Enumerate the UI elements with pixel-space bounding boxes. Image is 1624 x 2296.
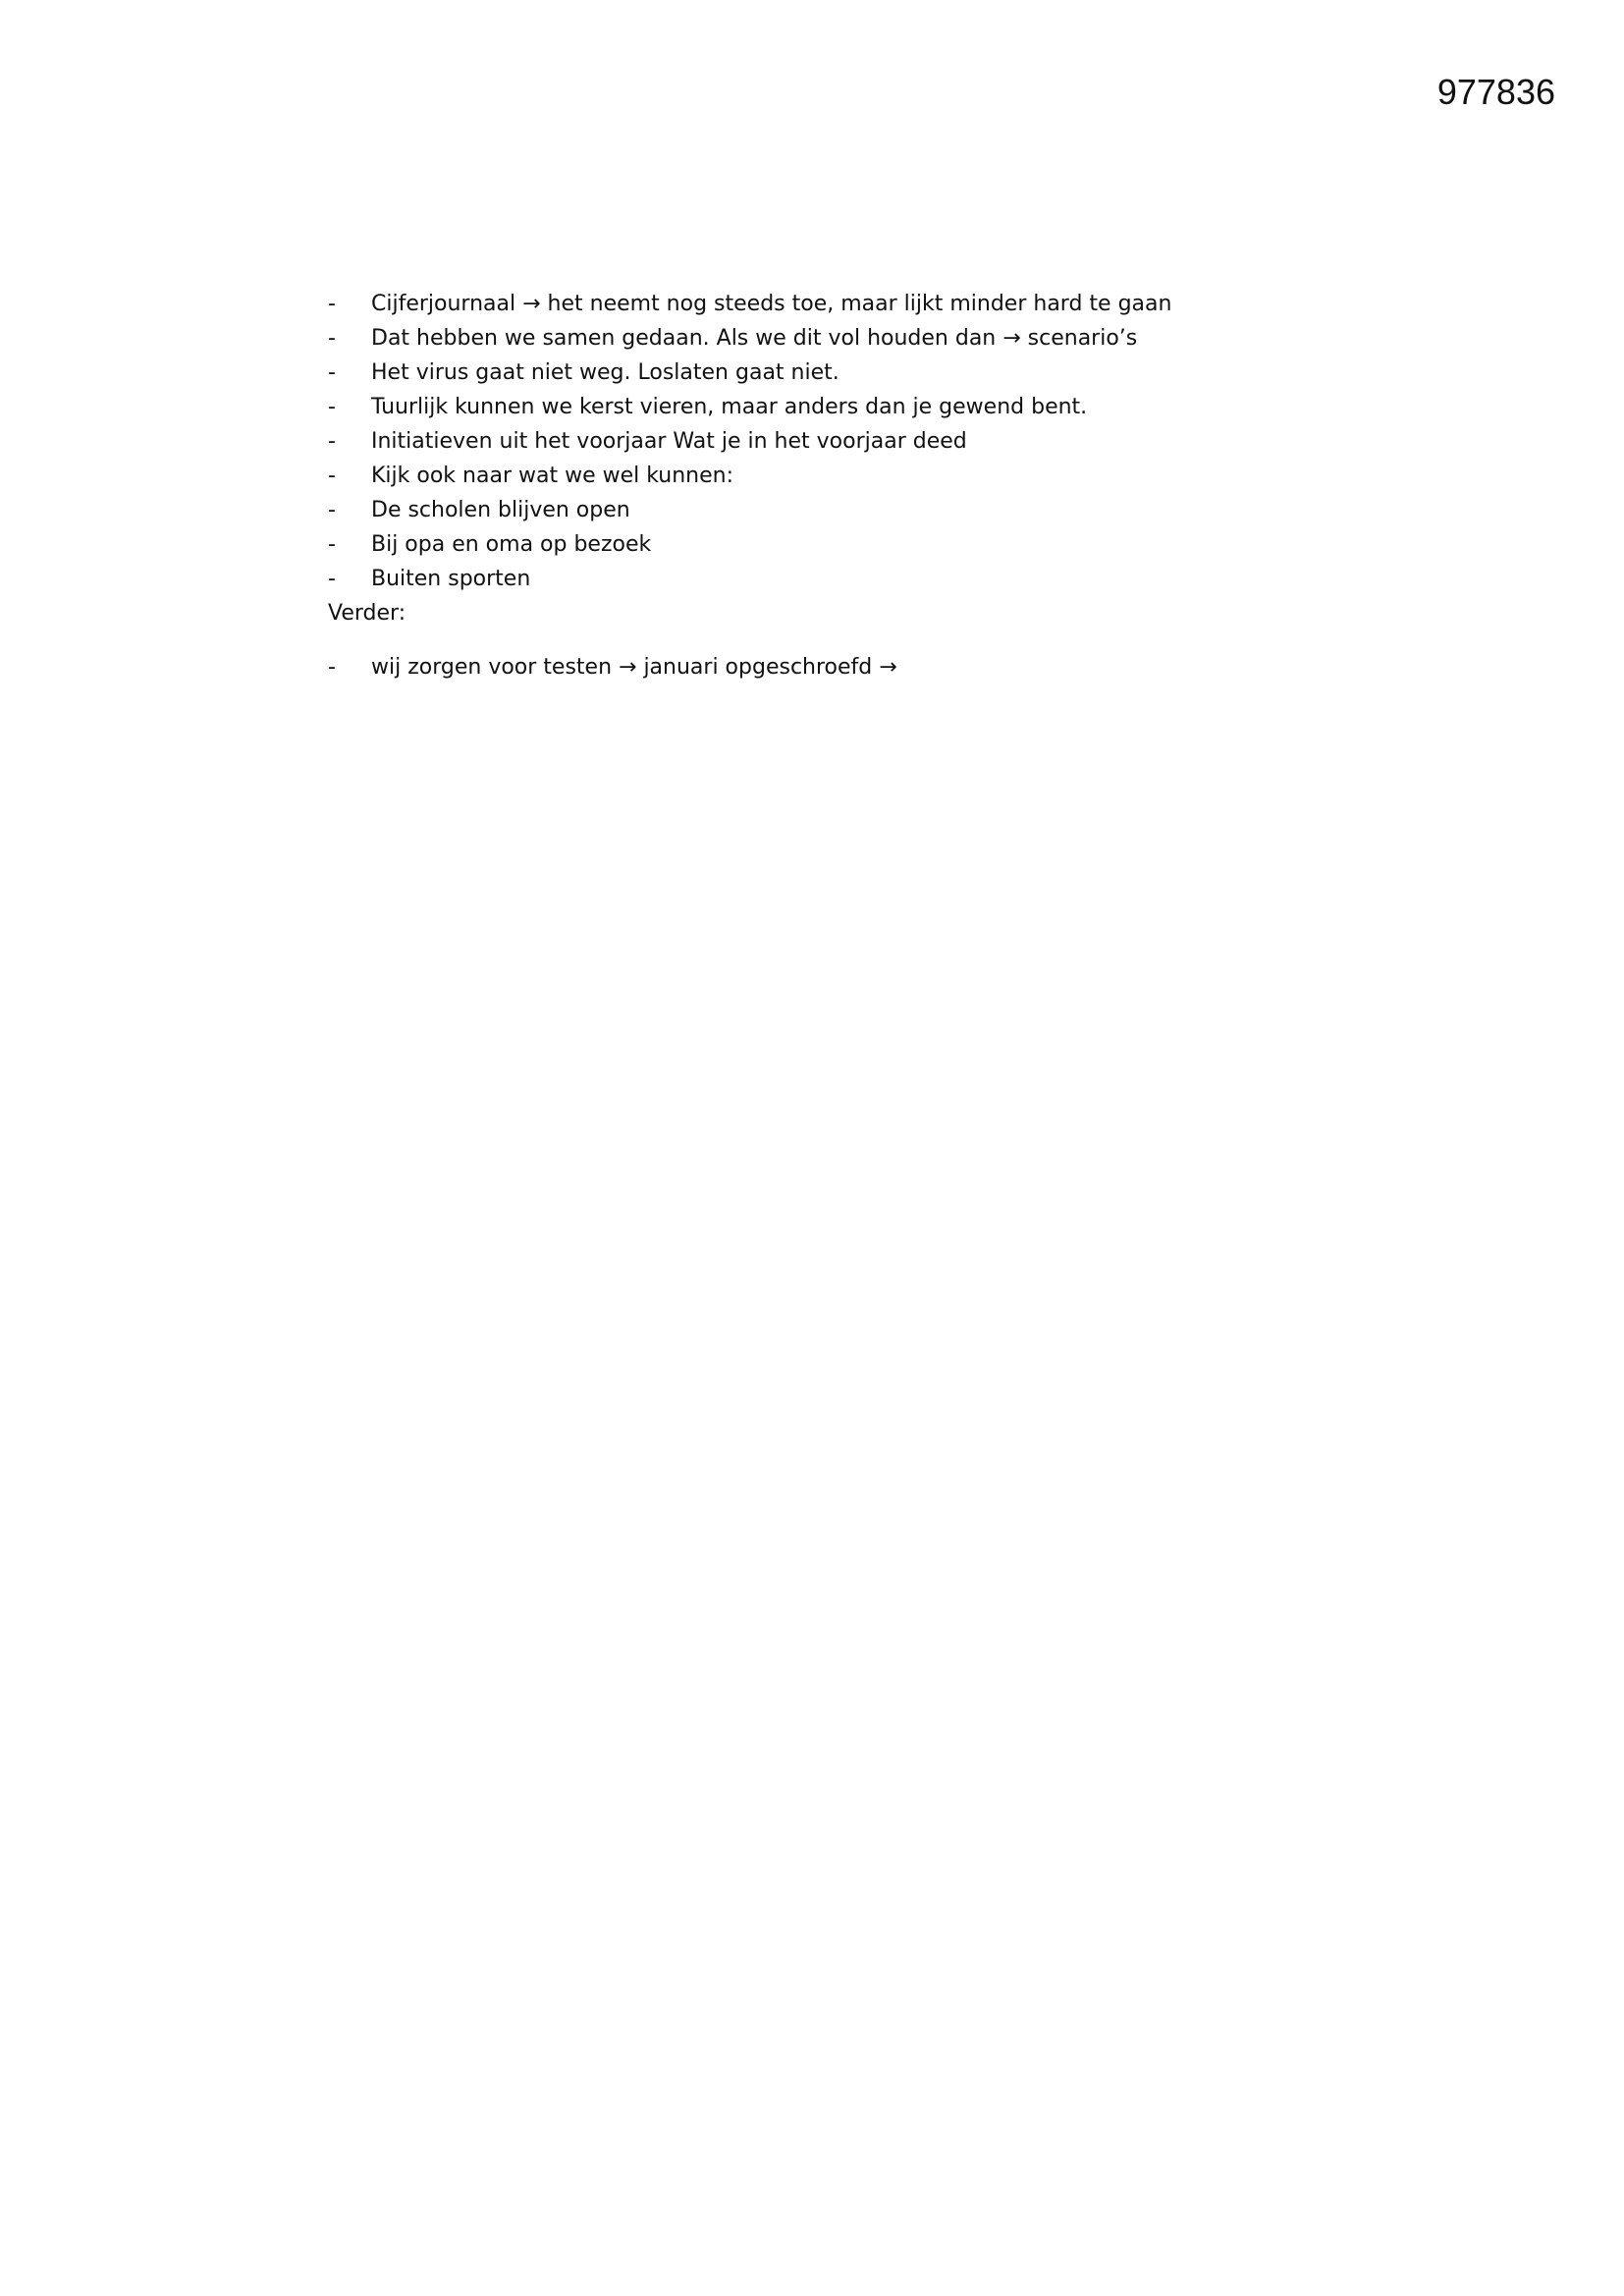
list-item	[328, 424, 1310, 459]
dash-marker: -	[328, 326, 336, 351]
list-item	[328, 390, 1310, 424]
bullet-list-possibilities	[328, 459, 1310, 596]
list-item-text: Dat hebben we samen gedaan. Als we dit vol houden dan → scenario’s	[371, 326, 1138, 351]
list-item-text: Tuurlijk kunnen we kerst vieren, maar anders dan je gewend bent.	[371, 395, 1088, 419]
list-item-text: Initiatieven uit het voorjaar Wat je in het voorjaar deed	[371, 429, 967, 454]
list-item	[328, 527, 1310, 562]
dash-marker: -	[328, 292, 336, 316]
list-item-text: wij zorgen voor testen → januari opgeschroefd →	[371, 655, 897, 680]
list-item	[328, 321, 1310, 355]
list-item-text: Kijk ook naar wat we wel kunnen:	[371, 464, 734, 488]
list-item-text: Het virus gaat niet weg. Loslaten gaat niet.	[371, 360, 839, 385]
list-item	[328, 493, 1310, 527]
list-item	[328, 650, 1310, 684]
list-item	[328, 287, 1310, 321]
dash-marker: -	[328, 567, 336, 591]
bullet-list-main	[328, 287, 1310, 459]
list-item-text: Cijferjournaal → het neemt nog steeds toe, maar lijkt minder hard te gaan	[371, 292, 1172, 316]
dash-marker: -	[328, 395, 336, 419]
list-item-text: Buiten sporten	[371, 567, 531, 591]
dash-marker: -	[328, 464, 336, 488]
list-item	[328, 459, 1310, 493]
dash-marker: -	[328, 429, 336, 454]
dash-marker: -	[328, 360, 336, 385]
list-item-text: Bij opa en oma op bezoek	[371, 532, 652, 557]
document-number: 977836	[1436, 72, 1555, 112]
document-body	[328, 287, 1310, 684]
list-item	[328, 355, 1310, 390]
dash-marker: -	[328, 655, 336, 680]
bullet-list-further	[328, 650, 1310, 684]
section-heading: Verder:	[328, 601, 406, 626]
list-item	[328, 562, 1310, 596]
dash-marker: -	[328, 532, 336, 557]
list-item-text: De scholen blijven open	[371, 498, 630, 522]
dash-marker: -	[328, 498, 336, 522]
